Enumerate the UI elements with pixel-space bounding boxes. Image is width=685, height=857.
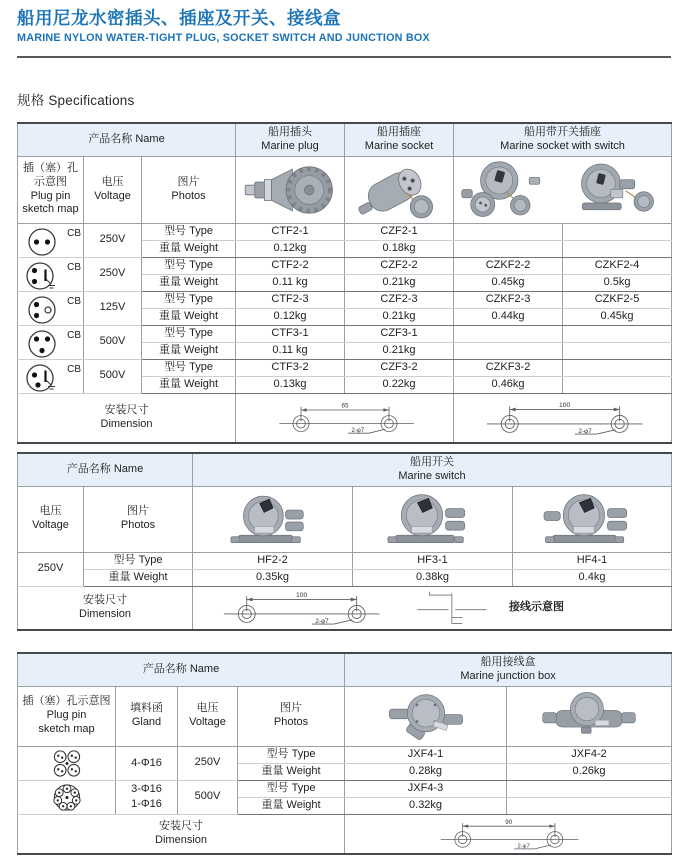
type-value xyxy=(507,780,672,797)
type-value: CZF2-3 xyxy=(345,291,454,308)
type-value xyxy=(563,223,672,240)
type-value: CZKF2-2 xyxy=(454,257,563,274)
voltage-value: 250V xyxy=(178,746,238,780)
sketch-map-label-line: sketch map xyxy=(38,722,95,735)
junction-box-photo-2 xyxy=(531,687,647,745)
mounting-dimension-drawing-cell xyxy=(345,814,672,854)
svg-text:90: 90 xyxy=(505,818,513,826)
voltage-label-zh: 电压 xyxy=(39,505,62,518)
sketch-map-label-line: Plug pin xyxy=(30,189,71,202)
svg-text:2-φ7: 2-φ7 xyxy=(315,617,329,625)
voltage-label xyxy=(84,156,142,223)
sketch-map-label-line: 示意图 xyxy=(34,175,67,188)
svg-text:100: 100 xyxy=(296,591,308,599)
gland-value-line: 3-Φ16 xyxy=(131,783,162,795)
weight-value xyxy=(563,376,672,393)
voltage-value: 500V xyxy=(84,325,142,359)
type-value: CZF2-1 xyxy=(345,223,454,240)
type-value xyxy=(563,359,672,376)
type-value: HF2-2 xyxy=(193,552,353,569)
mounting-dimension-drawing xyxy=(207,587,393,629)
photos-label xyxy=(142,156,236,223)
weight-label: 重量 Weight xyxy=(142,274,236,291)
voltage-label-zh: 电压 xyxy=(101,175,124,188)
weight-value xyxy=(507,797,672,814)
pin-sketch-cell-2pin xyxy=(18,223,84,257)
type-value: JXF4-2 xyxy=(507,746,672,763)
marine-switch-photo-2 xyxy=(374,488,492,550)
marine-plug-photo-cell xyxy=(236,156,345,223)
weight-value: 0.32kg xyxy=(345,797,507,814)
page-title-en: MARINE NYLON WATER-TIGHT PLUG, SOCKET SWITCH AND JUNCTION BOX xyxy=(17,32,430,44)
photos-label-zh: 图片 xyxy=(127,505,149,518)
gland-value xyxy=(116,746,178,780)
photos-label-en: Photos xyxy=(273,716,309,728)
hole-sketch-cell-ring xyxy=(18,780,116,814)
marine-plug-photo xyxy=(240,158,340,222)
voltage-label-en: Voltage xyxy=(189,716,226,728)
weight-value xyxy=(563,342,672,359)
dimension-label xyxy=(18,393,236,443)
photos-label-en: Photos xyxy=(171,189,206,202)
type-value: HF3-1 xyxy=(353,552,513,569)
weight-value: 0.21kg xyxy=(345,342,454,359)
weight-value: 0.26kg xyxy=(507,763,672,780)
cb-mark: CB xyxy=(67,363,81,375)
weight-label: 重量 Weight xyxy=(142,308,236,325)
type-label: 型号 Type xyxy=(84,552,193,569)
dimension-label-en: Dimension xyxy=(79,607,131,620)
wiring-diagram-label: 接线示意图 xyxy=(509,600,564,613)
weight-value: 0.46kg xyxy=(454,376,563,393)
pin-sketch-cell-2pin-neutral xyxy=(18,291,84,325)
voltage-label-en: Voltage xyxy=(94,189,131,202)
type-value: JXF4-3 xyxy=(345,780,507,797)
cb-mark: CB xyxy=(67,329,81,341)
mounting-dimension-drawing xyxy=(422,815,594,853)
pin-sketch-cell-2pin-earth xyxy=(18,257,84,291)
cb-mark: CB xyxy=(67,227,81,239)
dimension-label-zh: 安装尺寸 xyxy=(83,594,127,606)
type-value: CTF2-2 xyxy=(236,257,345,274)
voltage-value: 500V xyxy=(84,359,142,393)
sketch-map-label-line: 插（塞）孔 xyxy=(23,162,78,174)
weight-value: 0.4kg xyxy=(513,569,672,586)
marine-switch-photo-cell xyxy=(193,486,353,552)
voltage-label xyxy=(18,486,84,552)
weight-label: 重量 Weight xyxy=(142,240,236,257)
voltage-value: 250V xyxy=(84,223,142,257)
type-label: 型号 Type xyxy=(142,359,236,376)
type-label: 型号 Type xyxy=(238,780,345,797)
weight-value: 0.22kg xyxy=(345,376,454,393)
gland-value-line: 1-Φ16 xyxy=(131,798,162,810)
type-value: HF4-1 xyxy=(513,552,672,569)
gland-value-line: 4-Φ16 xyxy=(131,756,162,769)
pin-sketch-2pin-earth-icon xyxy=(26,261,58,291)
weight-value: 0.18kg xyxy=(345,240,454,257)
mounting-dimension-drawing xyxy=(257,396,433,440)
dimension-label-zh: 安装尺寸 xyxy=(104,404,149,416)
weight-value xyxy=(454,342,563,359)
pin-sketch-2pin-icon xyxy=(27,227,57,257)
svg-text:100: 100 xyxy=(558,401,570,409)
hole-sketch-ring-icon xyxy=(50,781,84,814)
marine-switch-photo-3 xyxy=(533,488,651,550)
svg-text:65: 65 xyxy=(340,402,349,410)
photos-label xyxy=(84,486,193,552)
spec-table-plugs-sockets xyxy=(17,122,672,444)
type-value: CTF3-2 xyxy=(236,359,345,376)
header-marine-socket-en: Marine socket xyxy=(364,139,434,152)
voltage-value: 250V xyxy=(84,257,142,291)
weight-value: 0.12kg xyxy=(236,308,345,325)
voltage-label-en: Voltage xyxy=(32,519,69,531)
junction-box-photo-cell xyxy=(507,686,672,746)
sketch-map-label-line: Plug pin xyxy=(46,709,87,722)
header-product-name: 产品名称 Name xyxy=(18,123,236,156)
header-marine-switch-en: Marine switch xyxy=(398,469,466,482)
type-value: CTF2-3 xyxy=(236,291,345,308)
junction-box-photo-1 xyxy=(368,687,484,745)
weight-label: 重量 Weight xyxy=(238,763,345,780)
type-value: CTF2-1 xyxy=(236,223,345,240)
weight-value: 0.45kg xyxy=(563,308,672,325)
photos-label-zh: 图片 xyxy=(280,702,303,715)
header-marine-plug-zh: 船用插头 xyxy=(268,126,313,138)
gland-label-zh: 填料函 xyxy=(130,702,163,715)
header-marine-switch-zh: 船用开关 xyxy=(410,456,454,468)
weight-value: 0.45kg xyxy=(454,274,563,291)
type-value: CTF3-1 xyxy=(236,325,345,342)
pin-sketch-cell-3pin xyxy=(18,325,84,359)
dimension-label-zh: 安装尺寸 xyxy=(159,819,204,832)
type-label: 型号 Type xyxy=(142,223,236,240)
type-value xyxy=(454,223,563,240)
spec-table-switch xyxy=(17,452,672,631)
type-value: CZF3-2 xyxy=(345,359,454,376)
header-product-name: 产品名称 Name xyxy=(18,653,345,686)
type-value xyxy=(454,325,563,342)
type-label: 型号 Type xyxy=(142,325,236,342)
weight-label: 重量 Weight xyxy=(142,342,236,359)
type-value: CZF3-1 xyxy=(345,325,454,342)
switch-dimension-cell xyxy=(193,586,672,630)
type-value: JXF4-1 xyxy=(345,746,507,763)
header-socket-with-switch-zh: 船用带开关插座 xyxy=(524,126,602,138)
page-title-zh: 船用尼龙水密插头、插座及开关、接线盒 xyxy=(17,8,341,28)
voltage-value: 125V xyxy=(84,291,142,325)
marine-socket-with-switch-photo-1 xyxy=(458,158,560,221)
junction-box-photo-cell xyxy=(345,686,507,746)
weight-value xyxy=(563,240,672,257)
weight-value: 0.11 kg xyxy=(236,342,345,359)
sketch-map-label-line: 插（塞）孔示意图 xyxy=(22,695,111,708)
mounting-dimension-drawing xyxy=(470,396,656,440)
dimension-label-en: Dimension xyxy=(100,417,153,430)
voltage-label-zh: 电压 xyxy=(196,702,219,715)
header-junction-box-zh: 船用接线盒 xyxy=(480,656,536,668)
header-marine-socket-zh: 船用插座 xyxy=(377,126,422,138)
header-socket-with-switch-en: Marine socket with switch xyxy=(500,139,625,152)
header-marine-plug-en: Marine plug xyxy=(261,139,319,152)
header-junction-box xyxy=(345,653,672,686)
photos-label-zh: 图片 xyxy=(177,175,200,188)
type-label: 型号 Type xyxy=(142,257,236,274)
pin-sketch-2pin-neutral-icon xyxy=(27,295,57,325)
header-marine-switch xyxy=(193,453,672,486)
gland-label-en: Gland xyxy=(131,716,162,728)
header-marine-plug xyxy=(236,123,345,156)
voltage-value: 250V xyxy=(18,552,84,586)
type-label: 型号 Type xyxy=(142,291,236,308)
header-socket-with-switch xyxy=(454,123,672,156)
type-label: 型号 Type xyxy=(238,746,345,763)
header-product-name: 产品名称 Name xyxy=(18,453,193,486)
header-junction-box-en: Marine junction box xyxy=(460,669,556,682)
sketch-map-label xyxy=(18,686,116,746)
marine-switch-photo-cell xyxy=(353,486,513,552)
svg-text:2-φ7: 2-φ7 xyxy=(351,427,364,434)
weight-label: 重量 Weight xyxy=(142,376,236,393)
svg-text:2-φ7: 2-φ7 xyxy=(577,427,592,435)
weight-value: 0.44kg xyxy=(454,308,563,325)
mounting-dimension-drawing-cell xyxy=(454,393,672,443)
weight-value: 0.35kg xyxy=(193,569,353,586)
voltage-label xyxy=(178,686,238,746)
type-value: CZKF3-2 xyxy=(454,359,563,376)
marine-socket-photo-cell xyxy=(345,156,454,223)
dimension-label xyxy=(18,586,193,630)
weight-value: 0.21kg xyxy=(345,308,454,325)
weight-value: 0.28kg xyxy=(345,763,507,780)
weight-value: 0.5kg xyxy=(563,274,672,291)
marine-switch-photo-cell xyxy=(513,486,672,552)
type-value: CZKF2-3 xyxy=(454,291,563,308)
weight-label: 重量 Weight xyxy=(84,569,193,586)
pin-sketch-3pin-earth-icon xyxy=(26,363,58,393)
gland-value xyxy=(116,780,178,814)
weight-value xyxy=(454,240,563,257)
type-value xyxy=(563,325,672,342)
marine-socket-photo xyxy=(349,158,449,222)
section-title: 规格 Specifications xyxy=(17,93,135,108)
pin-sketch-cell-3pin-earth xyxy=(18,359,84,393)
gland-label xyxy=(116,686,178,746)
hole-sketch-4hole-icon xyxy=(50,747,84,780)
type-value: CZKF2-4 xyxy=(563,257,672,274)
pin-sketch-3pin-icon xyxy=(27,329,57,359)
wiring-diagram-icon xyxy=(411,589,491,627)
sketch-map-label xyxy=(18,156,84,223)
photos-label xyxy=(238,686,345,746)
svg-text:2-φ7: 2-φ7 xyxy=(517,843,530,850)
dimension-label-en: Dimension xyxy=(155,833,207,846)
header-marine-socket xyxy=(345,123,454,156)
voltage-value: 500V xyxy=(178,780,238,814)
type-value: CZF2-2 xyxy=(345,257,454,274)
dimension-label xyxy=(18,814,345,854)
type-value: CZKF2-5 xyxy=(563,291,672,308)
weight-value: 0.12kg xyxy=(236,240,345,257)
weight-label: 重量 Weight xyxy=(238,797,345,814)
hole-sketch-cell-4hole xyxy=(18,746,116,780)
marine-switch-photo-1 xyxy=(214,488,332,550)
weight-value: 0.21kg xyxy=(345,274,454,291)
spec-table-junction-box xyxy=(17,652,672,855)
sketch-map-label-line: sketch map xyxy=(22,203,79,216)
cb-mark: CB xyxy=(67,261,81,273)
socket-with-switch-photos-cell xyxy=(454,156,672,223)
weight-value: 0.38kg xyxy=(353,569,513,586)
weight-value: 0.13kg xyxy=(236,376,345,393)
weight-value: 0.11 kg xyxy=(236,274,345,291)
cb-mark: CB xyxy=(67,295,81,307)
title-divider xyxy=(17,56,671,58)
mounting-dimension-drawing-cell xyxy=(236,393,454,443)
marine-socket-with-switch-photo-2 xyxy=(565,158,667,221)
photos-label-en: Photos xyxy=(120,519,156,531)
